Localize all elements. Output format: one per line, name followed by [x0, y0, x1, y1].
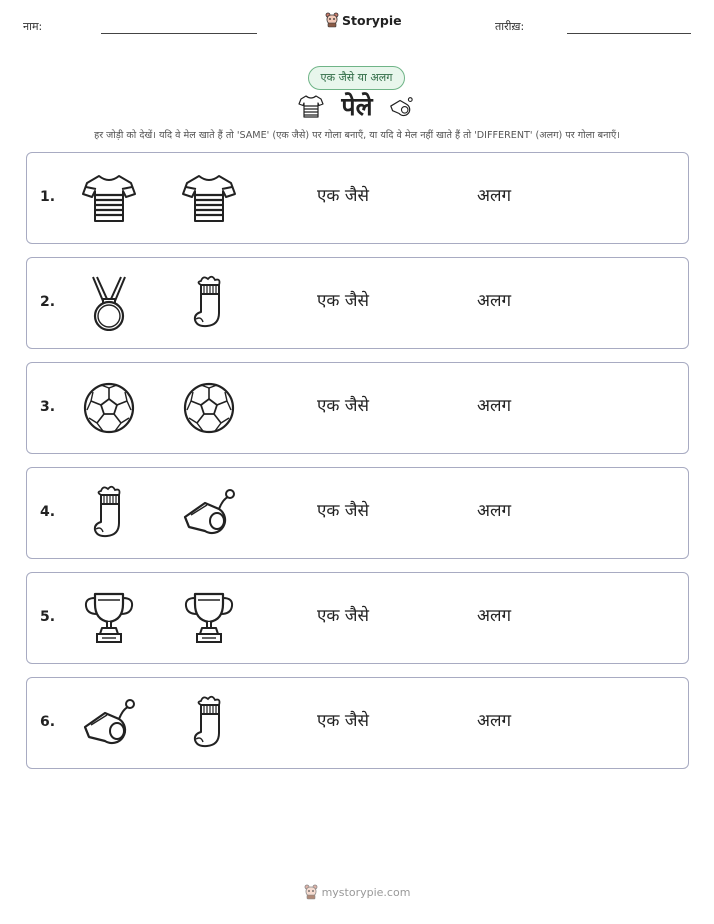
name-line	[101, 33, 257, 34]
pair-row	[26, 362, 689, 454]
pair-row	[26, 152, 689, 244]
sock-icon	[81, 485, 137, 541]
whistle-icon	[81, 695, 137, 751]
date-label: तारीख़:	[495, 20, 525, 33]
page-title-wrap	[0, 89, 714, 123]
different-option[interactable]: अलग	[477, 396, 512, 416]
pair-row	[26, 572, 689, 664]
storypie-mascot-icon	[304, 884, 318, 900]
row-number: 1.	[40, 189, 56, 205]
different-option[interactable]: अलग	[477, 711, 512, 731]
same-option[interactable]: एक जैसे	[317, 291, 369, 311]
row-number: 5.	[40, 609, 56, 625]
trophy-icon	[181, 590, 237, 646]
activity-badge: एक जैसे या अलग	[308, 66, 405, 90]
trophy-icon	[81, 590, 137, 646]
row-number: 2.	[40, 294, 56, 310]
shirt-icon	[81, 170, 137, 226]
different-option[interactable]: अलग	[477, 501, 512, 521]
same-option[interactable]: एक जैसे	[317, 711, 369, 731]
medal-icon	[81, 275, 137, 331]
sock-icon	[181, 275, 237, 331]
pair-row	[26, 677, 689, 769]
soccer-ball-icon	[81, 380, 137, 436]
page-title: पेले	[341, 92, 373, 121]
instructions: हर जोड़ी को देखें। यदि वे मेल खाते हैं तो 'SAME' (एक जैसे) पर गोला बनाएँ, या यदि वे मेल नहीं खाते हैं तो 'DIFFERENT' (अलग) पर गोला बनाएँ।	[94, 130, 620, 141]
footer	[0, 884, 714, 900]
same-option[interactable]: एक जैसे	[317, 606, 369, 626]
whistle-icon	[181, 485, 237, 541]
row-number: 4.	[40, 504, 56, 520]
same-option[interactable]: एक जैसे	[317, 501, 369, 521]
sock-icon	[181, 695, 237, 751]
whistle-icon	[386, 94, 416, 124]
soccer-ball-icon	[181, 380, 237, 436]
pair-row	[26, 257, 689, 349]
same-option[interactable]: एक जैसे	[317, 186, 369, 206]
different-option[interactable]: अलग	[477, 291, 512, 311]
different-option[interactable]: अलग	[477, 186, 512, 206]
same-option[interactable]: एक जैसे	[317, 396, 369, 416]
shirt-icon	[181, 170, 237, 226]
footer-url[interactable]: mystorypie.com	[321, 885, 411, 899]
pair-row	[26, 467, 689, 559]
name-label: नाम:	[23, 20, 43, 33]
different-option[interactable]: अलग	[477, 606, 512, 626]
row-number: 3.	[40, 399, 56, 415]
brand-name: Storypie	[342, 12, 402, 28]
date-line	[567, 33, 691, 34]
brand-logo	[325, 12, 402, 28]
row-number: 6.	[40, 714, 56, 730]
storypie-mascot-icon	[325, 12, 339, 28]
